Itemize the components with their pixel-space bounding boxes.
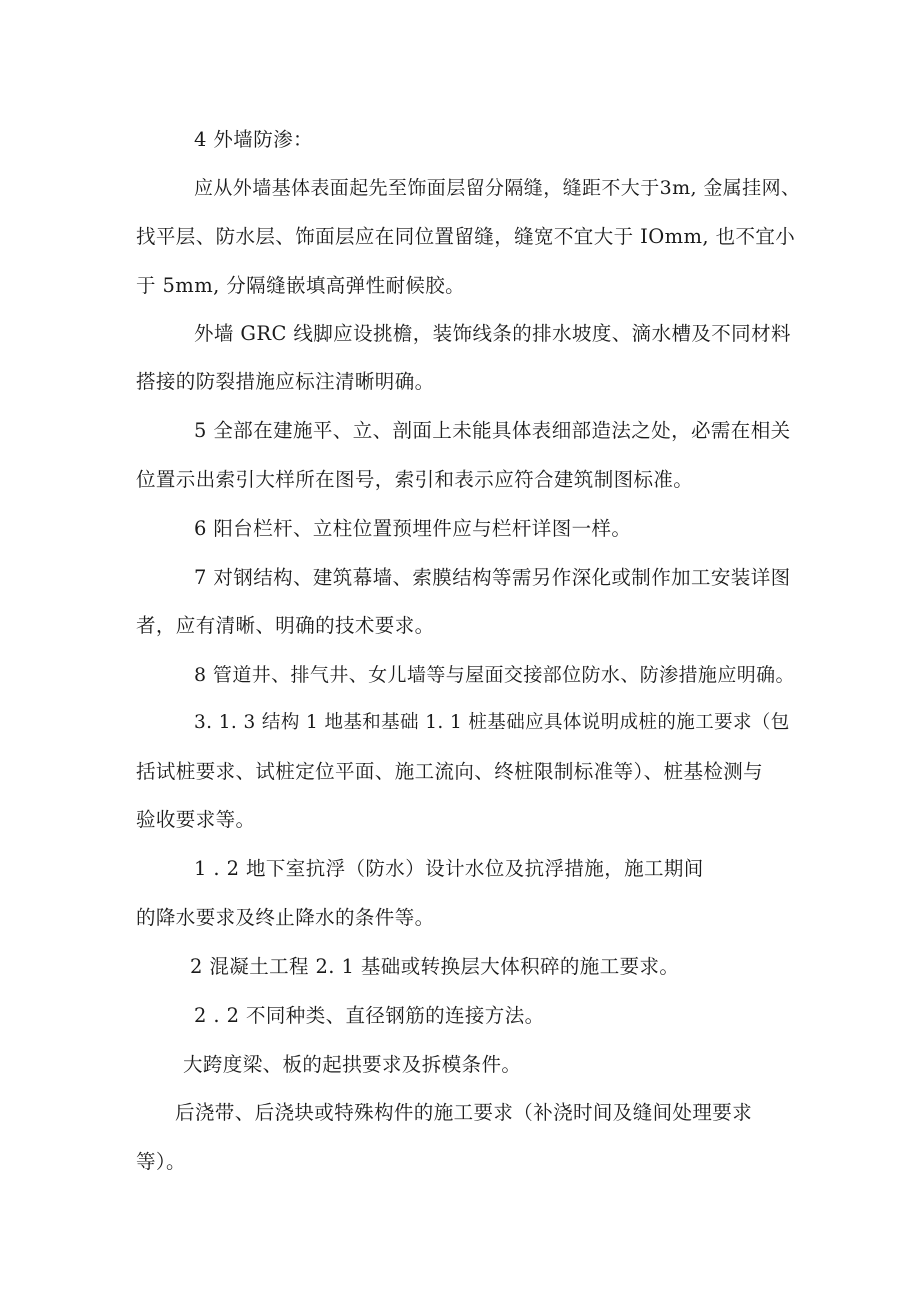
- text-line: 大跨度梁、板的起拱要求及拆模条件。: [183, 1053, 522, 1076]
- text-line: 者，应有清晰、明确的技术要求。: [136, 614, 435, 637]
- text-line: 位置示出索引大样所在图号，索引和表示应符合建筑制图标准。: [136, 468, 694, 491]
- text-line: 8 管道井、排气井、女儿墙等与屋面交接部位防水、防渗措施应明确。: [194, 664, 795, 686]
- text-line: 7 对钢结构、建筑幕墙、索膜结构等需另作深化或制作加工安装详图: [194, 566, 791, 589]
- text-line: 搭接的防裂措施应标注清晰明确。: [136, 370, 435, 393]
- text-line: 找平层、防水层、饰面层应在同位置留缝，缝宽不宜大于 IOmm, 也不宜小: [136, 225, 796, 248]
- text-line: 括试桩要求、试桩定位平面、施工流向、终桩限制标准等）、桩基检测与: [136, 760, 764, 783]
- text-line: 等）。: [136, 1150, 186, 1173]
- text-line: 外墙 GRC 线脚应设挑檐，装饰线条的排水坡度、滴水槽及不同材料: [194, 322, 791, 345]
- text-line: 于 5mm, 分隔缝嵌填高弹性耐候胶。: [136, 274, 466, 297]
- text-line: 4 外墙防渗：: [194, 128, 313, 151]
- text-line: 3. 1. 3 结构 1 地基和基础 1. 1 桩基础应具体说明成桩的施工要求（包: [194, 712, 790, 733]
- text-line: 5 全部在建施平、立、剖面上未能具体表细部造法之处，必需在相关: [194, 419, 791, 442]
- text-line: 2 . 2 不同种类、直径钢筋的连接方法。: [194, 1004, 545, 1027]
- text-line: 后浇带、后浇块或特殊构件的施工要求（补浇时间及缝间处理要求: [175, 1101, 753, 1124]
- text-line: 应从外墙基体表面起先至饰面层留分隔缝，缝距不大于3m, 金属挂网、: [194, 177, 801, 199]
- text-line: 6 阳台栏杆、立柱位置预埋件应与栏杆详图一样。: [194, 517, 632, 540]
- text-line: 1 . 2 地下室抗浮（防水）设计水位及抗浮措施，施工期间: [194, 857, 704, 880]
- text-line: 验收要求等。: [136, 808, 256, 831]
- text-line: 2 混凝土工程 2. 1 基础或转换层大体积碎的施工要求。: [190, 955, 680, 978]
- text-line: 的降水要求及终止降水的条件等。: [136, 906, 435, 929]
